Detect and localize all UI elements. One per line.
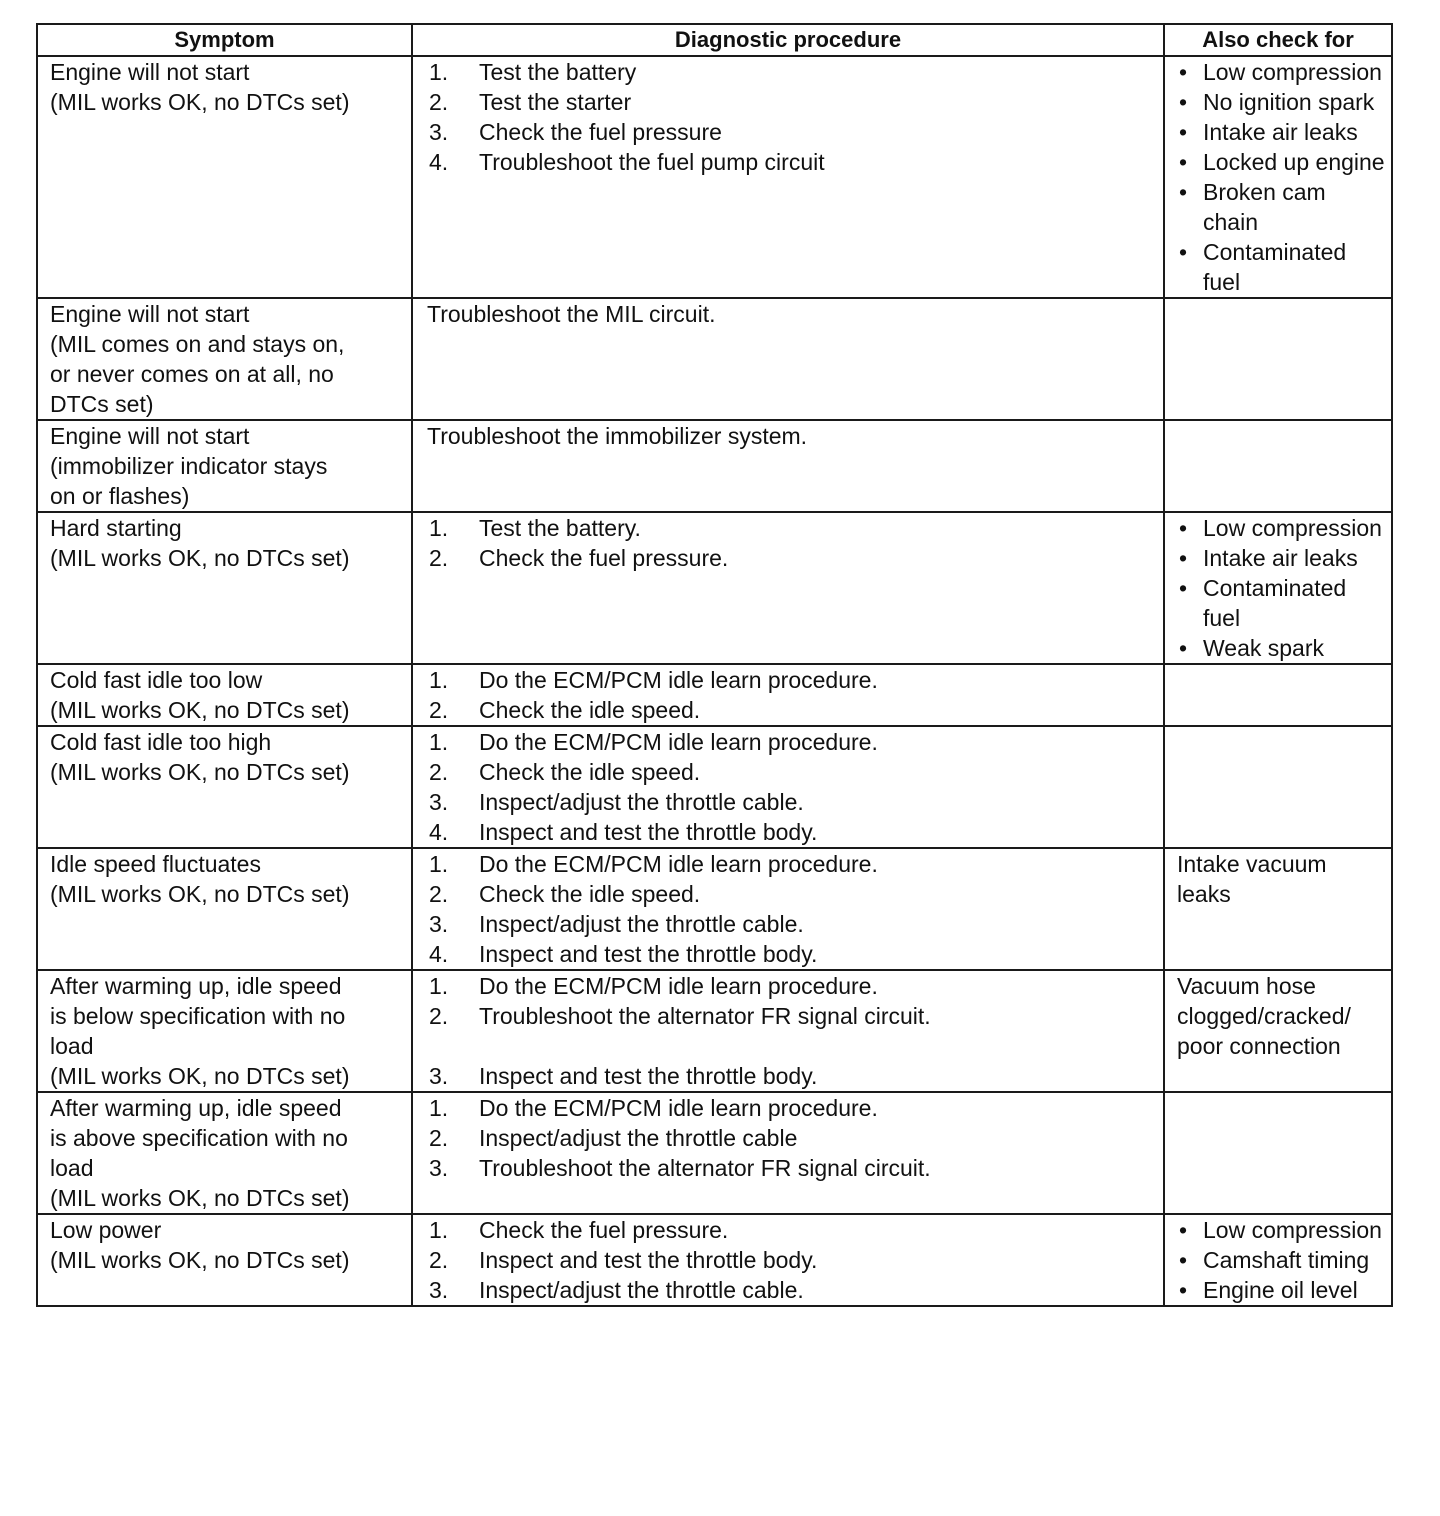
symptom-line: DTCs set) [50,391,154,417]
step-number: 2. [429,1125,449,1151]
symptom-cell [37,970,412,1092]
check-item [1177,117,1387,147]
check-item-text: Intake air leaks [1203,545,1358,571]
symptom-line: (MIL works OK, no DTCs set) [50,89,350,115]
symptom-line: on or flashes) [50,483,190,509]
symptom-line: (MIL works OK, no DTCs set) [50,545,350,571]
check-item [1177,633,1387,663]
step-number: 2. [429,759,449,785]
step-number: 3. [429,1277,449,1303]
check-line: Intake vacuum [1177,851,1327,877]
step-number: 1. [429,1095,449,1121]
procedure-step [427,1093,1153,1123]
check-item [1177,57,1387,87]
step-number: 4. [429,941,449,967]
bullet-icon: • [1179,89,1188,115]
symptom-line: (MIL comes on and stays on, [50,331,345,357]
bullet-icon: • [1179,1247,1188,1273]
bullet-icon: • [1179,545,1188,571]
step-number: 1. [429,59,449,85]
step-number: 1. [429,729,449,755]
step-number: 3. [429,119,449,145]
check-item [1177,87,1387,117]
step-number: 3. [429,911,449,937]
procedure-step [427,909,1153,939]
procedure-step [427,1153,1153,1183]
step-spacer [427,1031,1153,1061]
symptom-line: Idle speed fluctuates [50,851,261,877]
procedure-cell [412,56,1164,298]
symptom-line: After warming up, idle speed [50,973,342,999]
check-item [1177,543,1387,573]
check-item-text: Intake air leaks [1203,119,1358,145]
also-check-cell [1164,512,1392,664]
step-number: 1. [429,973,449,999]
check-item [1177,513,1387,543]
step-number: 1. [429,851,449,877]
step-text: Inspect and test the throttle body. [479,819,818,845]
check-item [1177,573,1387,633]
symptom-cell [37,664,412,726]
also-check-cell [1164,726,1392,848]
check-line: leaks [1177,881,1231,907]
troubleshooting-sheet [36,23,1391,1307]
step-text: Inspect/adjust the throttle cable. [479,1277,804,1303]
step-text: Inspect/adjust the throttle cable. [479,911,804,937]
bullet-icon: • [1179,515,1188,541]
check-item-text: Contaminated fuel [1203,575,1347,631]
symptom-line: Engine will not start [50,59,250,85]
header-symptom: Symptom [37,24,412,56]
symptom-line: (MIL works OK, no DTCs set) [50,697,350,723]
table-row [37,298,1392,420]
symptom-cell [37,726,412,848]
step-text: Test the starter [479,89,632,115]
procedure-text: Troubleshoot the MIL circuit. [427,301,716,327]
check-item [1177,147,1387,177]
procedure-step [427,1245,1153,1275]
step-text: Do the ECM/PCM idle learn procedure. [479,729,878,755]
procedure-cell [412,726,1164,848]
step-text: Troubleshoot the alternator FR signal circuit. [479,1003,931,1029]
bullet-icon: • [1179,119,1188,145]
symptom-line: (MIL works OK, no DTCs set) [50,1063,350,1089]
procedure-step [427,1001,1153,1031]
step-number: 2. [429,89,449,115]
symptom-cell [37,512,412,664]
step-number: 1. [429,1217,449,1243]
step-number: 2. [429,1003,449,1029]
header-also-check: Also check for [1164,24,1392,56]
bullet-icon: • [1179,179,1188,205]
step-text: Check the idle speed. [479,759,701,785]
check-line: Vacuum hose [1177,973,1316,999]
procedure-step [427,1123,1153,1153]
procedure-step [427,695,1153,725]
check-item-text: Contaminated fuel [1203,239,1347,295]
symptom-line: (MIL works OK, no DTCs set) [50,1185,350,1211]
check-item-text: Low compression [1203,1217,1382,1243]
bullet-icon: • [1179,1277,1188,1303]
procedure-step [427,727,1153,757]
symptom-line: After warming up, idle speed [50,1095,342,1121]
check-item-text: Engine oil level [1203,1277,1358,1303]
bullet-icon: • [1179,149,1188,175]
symptom-line: load [50,1033,94,1059]
procedure-step [427,147,1153,177]
step-number: 4. [429,819,449,845]
procedure-cell [412,848,1164,970]
step-number: 1. [429,515,449,541]
procedure-step [427,57,1153,87]
bullet-icon: • [1179,59,1188,85]
procedure-text: Troubleshoot the immobilizer system. [427,423,808,449]
also-check-cell [1164,848,1392,970]
symptom-line: is above specification with no [50,1125,348,1151]
step-number: 1. [429,667,449,693]
step-text: Check the idle speed. [479,697,701,723]
table-row [37,420,1392,512]
check-item-text: Broken cam chain [1203,179,1326,235]
step-number: 2. [429,1247,449,1273]
symptom-line: or never comes on at all, no [50,361,334,387]
header-row [37,24,1392,56]
check-item [1177,177,1387,237]
step-number: 4. [429,149,449,175]
procedure-step [427,513,1153,543]
step-text: Do the ECM/PCM idle learn procedure. [479,667,878,693]
symptom-line: Hard starting [50,515,182,541]
procedure-step [427,87,1153,117]
symptom-cell [37,298,412,420]
procedure-cell [412,420,1164,512]
step-text: Inspect/adjust the throttle cable [479,1125,798,1151]
symptom-line: (MIL works OK, no DTCs set) [50,759,350,785]
step-number: 3. [429,1155,449,1181]
procedure-cell [412,1214,1164,1306]
also-check-cell [1164,1214,1392,1306]
procedure-step [427,117,1153,147]
symptom-line: Engine will not start [50,301,250,327]
check-item [1177,1245,1387,1275]
symptom-cell [37,420,412,512]
table-row [37,1092,1392,1214]
check-item [1177,1275,1387,1305]
procedure-step [427,1215,1153,1245]
step-number: 2. [429,881,449,907]
procedure-cell [412,970,1164,1092]
check-item-text: Weak spark [1203,635,1325,661]
step-text: Troubleshoot the fuel pump circuit [479,149,825,175]
table-row [37,664,1392,726]
table-row [37,56,1392,298]
step-text: Test the battery. [479,515,641,541]
bullet-icon: • [1179,1217,1188,1243]
procedure-step [427,817,1153,847]
symptom-line: Cold fast idle too low [50,667,263,693]
check-item-text: Low compression [1203,59,1382,85]
check-item-text: Low compression [1203,515,1382,541]
step-number: 3. [429,789,449,815]
procedure-step [427,849,1153,879]
step-text: Check the fuel pressure [479,119,722,145]
procedure-cell [412,1092,1164,1214]
procedure-cell [412,664,1164,726]
procedure-step [427,879,1153,909]
also-check-cell [1164,420,1392,512]
also-check-cell [1164,970,1392,1092]
symptom-table [36,23,1393,1307]
procedure-step [427,665,1153,695]
check-item [1177,1215,1387,1245]
symptom-cell [37,1092,412,1214]
also-check-cell [1164,1092,1392,1214]
also-check-cell [1164,298,1392,420]
procedure-step [427,971,1153,1001]
symptom-line: load [50,1155,94,1181]
procedure-step [427,787,1153,817]
symptom-line: Low power [50,1217,162,1243]
symptom-line: (immobilizer indicator stays [50,453,328,479]
step-number: 2. [429,697,449,723]
header-procedure: Diagnostic procedure [412,24,1164,56]
procedure-step [427,1061,1153,1091]
check-item [1177,237,1387,297]
procedure-step [427,1275,1153,1305]
step-text: Do the ECM/PCM idle learn procedure. [479,1095,878,1121]
step-number: 2. [429,545,449,571]
check-line: clogged/cracked/ [1177,1003,1351,1029]
check-item-text: Camshaft timing [1203,1247,1370,1273]
symptom-line: is below specification with no [50,1003,346,1029]
step-text: Do the ECM/PCM idle learn procedure. [479,851,878,877]
bullet-icon: • [1179,239,1188,265]
step-text: Check the fuel pressure. [479,1217,729,1243]
step-text: Inspect/adjust the throttle cable. [479,789,804,815]
table-row [37,848,1392,970]
procedure-cell [412,512,1164,664]
table-row [37,726,1392,848]
check-line: poor connection [1177,1033,1341,1059]
symptom-cell [37,1214,412,1306]
step-text: Do the ECM/PCM idle learn procedure. [479,973,878,999]
step-text: Inspect and test the throttle body. [479,941,818,967]
step-number: 3. [429,1063,449,1089]
bullet-icon: • [1179,575,1188,601]
procedure-step [427,939,1153,969]
symptom-cell [37,56,412,298]
table-row [37,970,1392,1092]
procedure-step [427,543,1153,573]
table-row [37,512,1392,664]
also-check-cell [1164,664,1392,726]
symptom-line: Engine will not start [50,423,250,449]
symptom-line: (MIL works OK, no DTCs set) [50,1247,350,1273]
also-check-cell [1164,56,1392,298]
step-text: Inspect and test the throttle body. [479,1063,818,1089]
procedure-step [427,757,1153,787]
step-text: Troubleshoot the alternator FR signal circuit. [479,1155,931,1181]
symptom-line: Cold fast idle too high [50,729,272,755]
bullet-icon: • [1179,635,1188,661]
step-text: Inspect and test the throttle body. [479,1247,818,1273]
symptom-cell [37,848,412,970]
step-text: Test the battery [479,59,637,85]
check-item-text: No ignition spark [1203,89,1375,115]
symptom-line: (MIL works OK, no DTCs set) [50,881,350,907]
step-text: Check the idle speed. [479,881,701,907]
step-text: Check the fuel pressure. [479,545,729,571]
table-row [37,1214,1392,1306]
procedure-cell [412,298,1164,420]
check-item-text: Locked up engine [1203,149,1385,175]
